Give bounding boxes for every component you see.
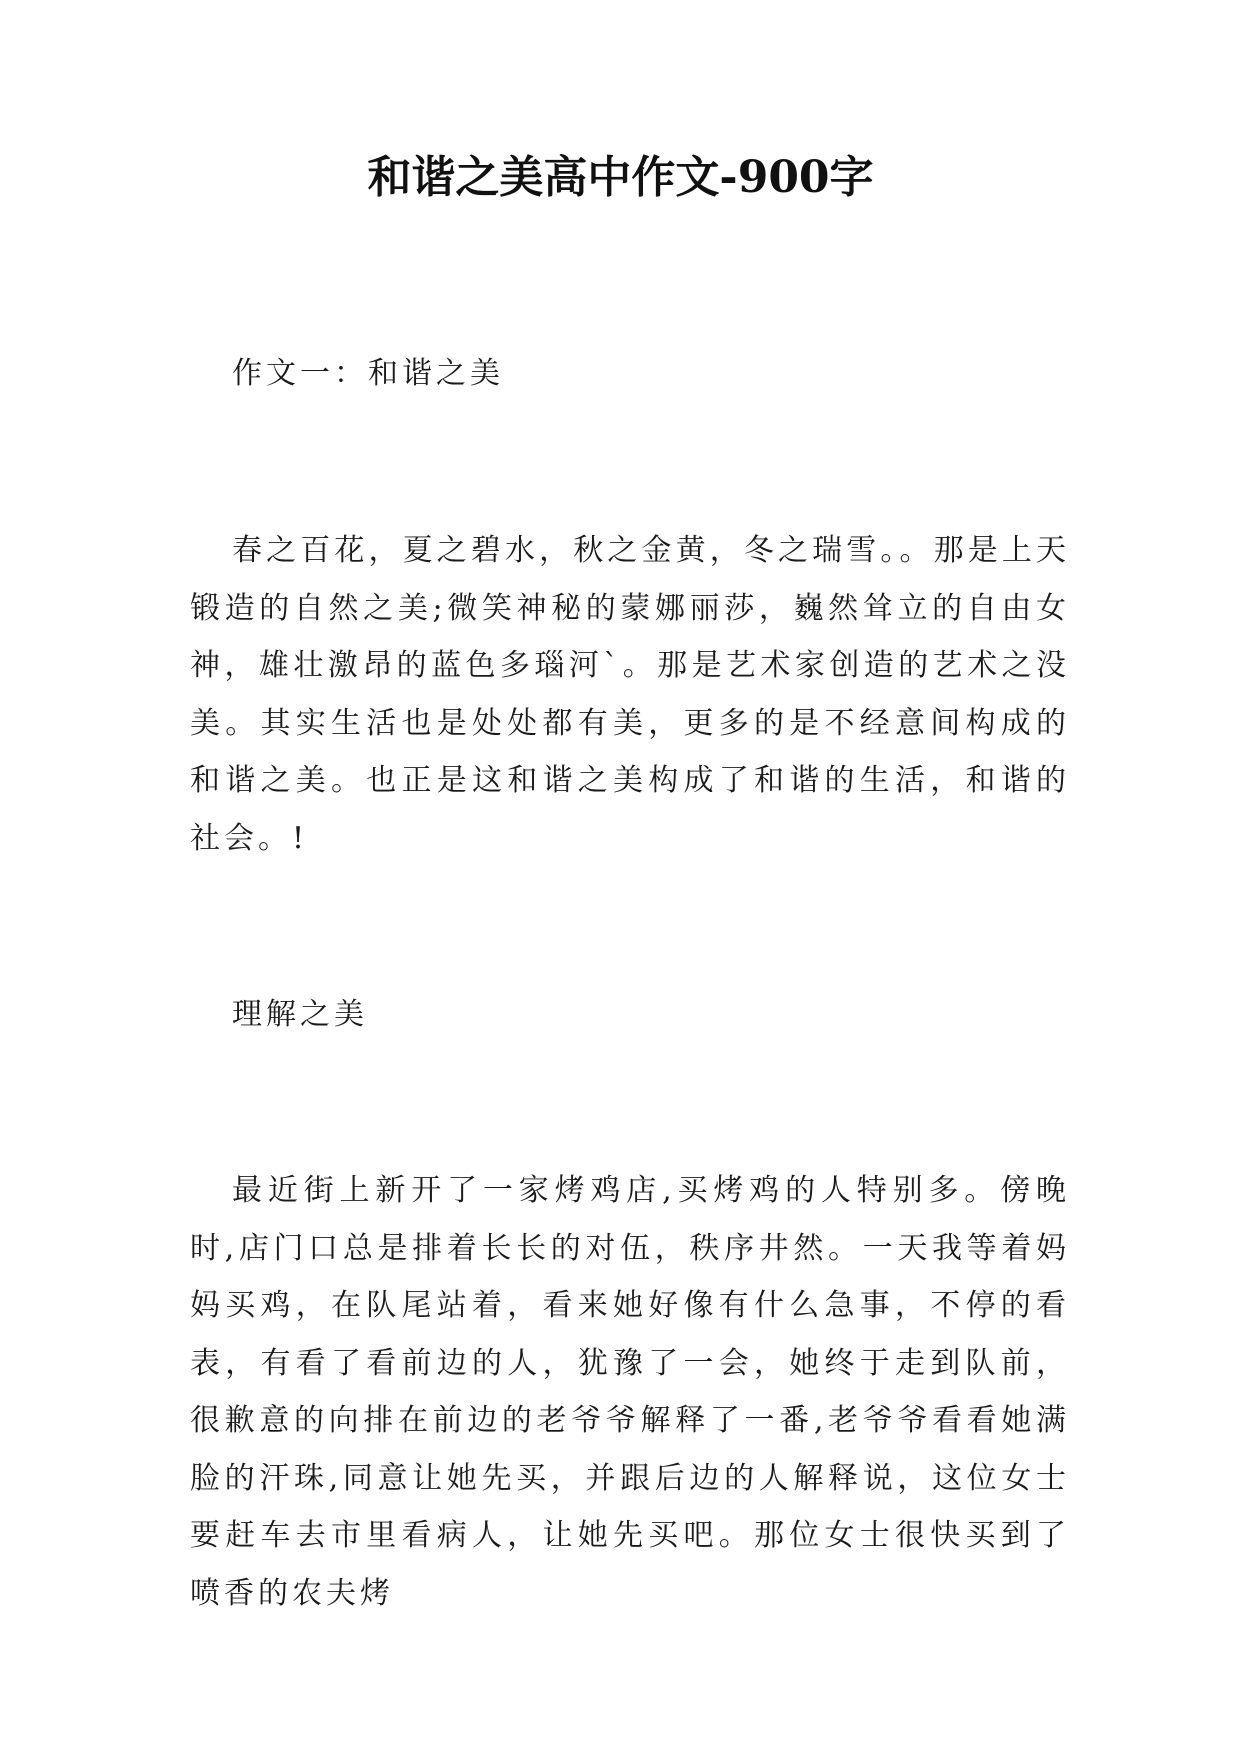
section-paragraph-understanding: 最近街上新开了一家烤鸡店,买烤鸡的人特别多。傍晚时,店门口总是排着长长的对伍，秩序井然。一天我等着妈妈买鸡，在队尾站着，看来她好像有什么急事，不停的看表，有看了看前边的人，犹豫了一会，她终于走到队前，很歉意的向排在前边的老爷爷解释了一番,老爷爷看看她满脸的汗珠,同意让她先买，并跟后边的人解释说，这位女士要赶车去市里看病人，让她先买吧。那位女士很快买到了喷香的农夫烤 — [190, 1173, 1070, 1611]
section-paragraph-essay-one: 春之百花，夏之碧水，秋之金黄，冬之瑞雪。。那是上天锻造的自然之美;微笑神秘的蒙娜丽莎，巍然耸立的自由女神，雄壮激昂的蓝色多瑙河`。那是艺术家创造的艺术之没美。其实生活也是处处都有美，更多的是不经意间构成的和谐之美。也正是这和谐之美构成了和谐的生活，和谐的社会。! — [190, 533, 1070, 856]
section-heading-essay-one: 作文一：和谐之美 — [232, 356, 504, 391]
section-heading-understanding: 理解之美 — [232, 997, 368, 1032]
document-title: 和谐之美高中作文-900字 — [367, 152, 874, 203]
